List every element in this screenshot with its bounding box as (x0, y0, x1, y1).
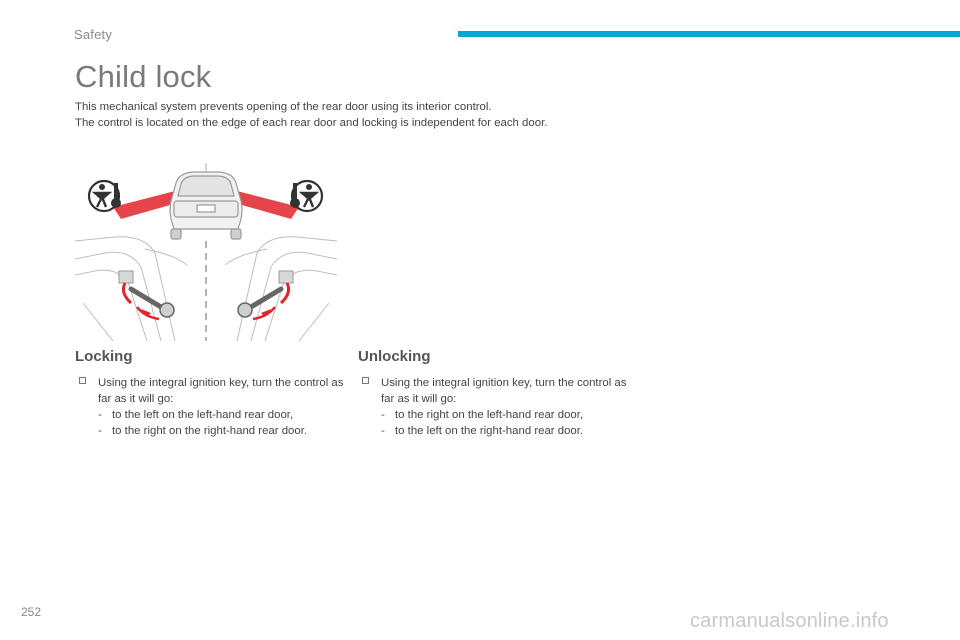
locking-list (98, 407, 345, 439)
unlocking-item-1: to the right on the left-hand rear door, (395, 409, 584, 421)
header-accent-bar (458, 31, 960, 37)
car-rear-view (170, 163, 242, 239)
unlocking-heading: Unlocking (358, 348, 431, 365)
unlocking-section (358, 348, 628, 439)
locking-step-text: Using the integral ignition key, turn the control as far as it will go: (98, 377, 344, 405)
left-door-control (119, 271, 174, 319)
list-item (381, 407, 628, 423)
unlocking-item-2: to the left on the right-hand rear door. (395, 425, 584, 437)
intro-text (75, 99, 775, 131)
intro-line-2: The control is located on the edge of each rear door and locking is independent for each door. (75, 117, 548, 129)
list-item (98, 423, 345, 439)
intro-line-1: This mechanical system prevents opening of the rear door using its interior control. (75, 101, 492, 113)
locking-section (75, 348, 345, 439)
checkbox-bullet-icon (79, 377, 86, 384)
unlocking-step (358, 375, 628, 439)
unlocking-list (381, 407, 628, 439)
child-lock-locked-icon (89, 181, 121, 211)
unlocking-step-text: Using the integral ignition key, turn the control as far as it will go: (381, 377, 627, 405)
locking-item-2: to the right on the right-hand rear door. (112, 425, 308, 437)
right-red-beam (235, 191, 299, 219)
watermark: carmanualsonline.info (690, 610, 889, 632)
list-item (381, 423, 628, 439)
left-red-beam (113, 191, 177, 219)
dash-bullet: - (381, 425, 385, 437)
section-label: Safety (74, 27, 113, 42)
locking-heading: Locking (75, 348, 133, 365)
child-lock-illustration (75, 163, 337, 343)
locking-item-1: to the left on the left-hand rear door, (112, 409, 294, 421)
page-title: Child lock (75, 59, 212, 94)
dash-bullet: - (98, 425, 102, 437)
right-door-control (238, 271, 293, 319)
dash-bullet: - (98, 409, 102, 421)
dash-bullet: - (381, 409, 385, 421)
list-item (98, 407, 345, 423)
locking-step (75, 375, 345, 439)
page-number: 252 (21, 605, 42, 619)
checkbox-bullet-icon (362, 377, 369, 384)
child-lock-unlocked-icon (290, 181, 322, 211)
